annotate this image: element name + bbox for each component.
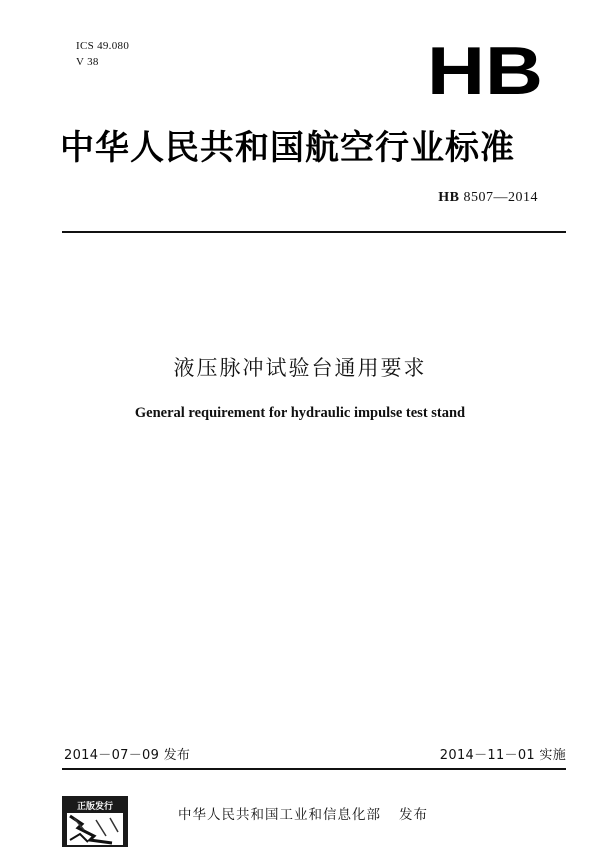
stamp-text: 正版发行 [76, 802, 114, 812]
logo-text: HB [427, 41, 543, 97]
classification-codes [76, 38, 129, 70]
hb-logo [426, 41, 544, 97]
bottom-divider [62, 768, 566, 770]
standard-prefix: HB [438, 190, 460, 205]
top-divider [62, 231, 566, 233]
ics-code: ICS 49.080 [76, 40, 130, 52]
document-title-cn: 液压脉冲试验台通用要求 [173, 356, 427, 380]
standard-title: 中华人民共和国航空行业标准 [60, 128, 515, 168]
implementation-date: 2014－11－01 实施 [439, 748, 566, 763]
standard-number-value: 8507—2014 [463, 190, 538, 205]
document-title-en: General requirement for hydraulic impulse test stand [134, 405, 466, 421]
publisher-line [178, 803, 428, 823]
genuine-edition-stamp [62, 796, 128, 847]
publisher-name: 中华人民共和国工业和信息化部 [178, 807, 381, 823]
publish-action: 发布 [399, 807, 428, 823]
ccs-code: V 38 [76, 56, 99, 68]
standard-number [438, 190, 538, 206]
issue-date: 2014－07－09 发布 [64, 748, 191, 763]
